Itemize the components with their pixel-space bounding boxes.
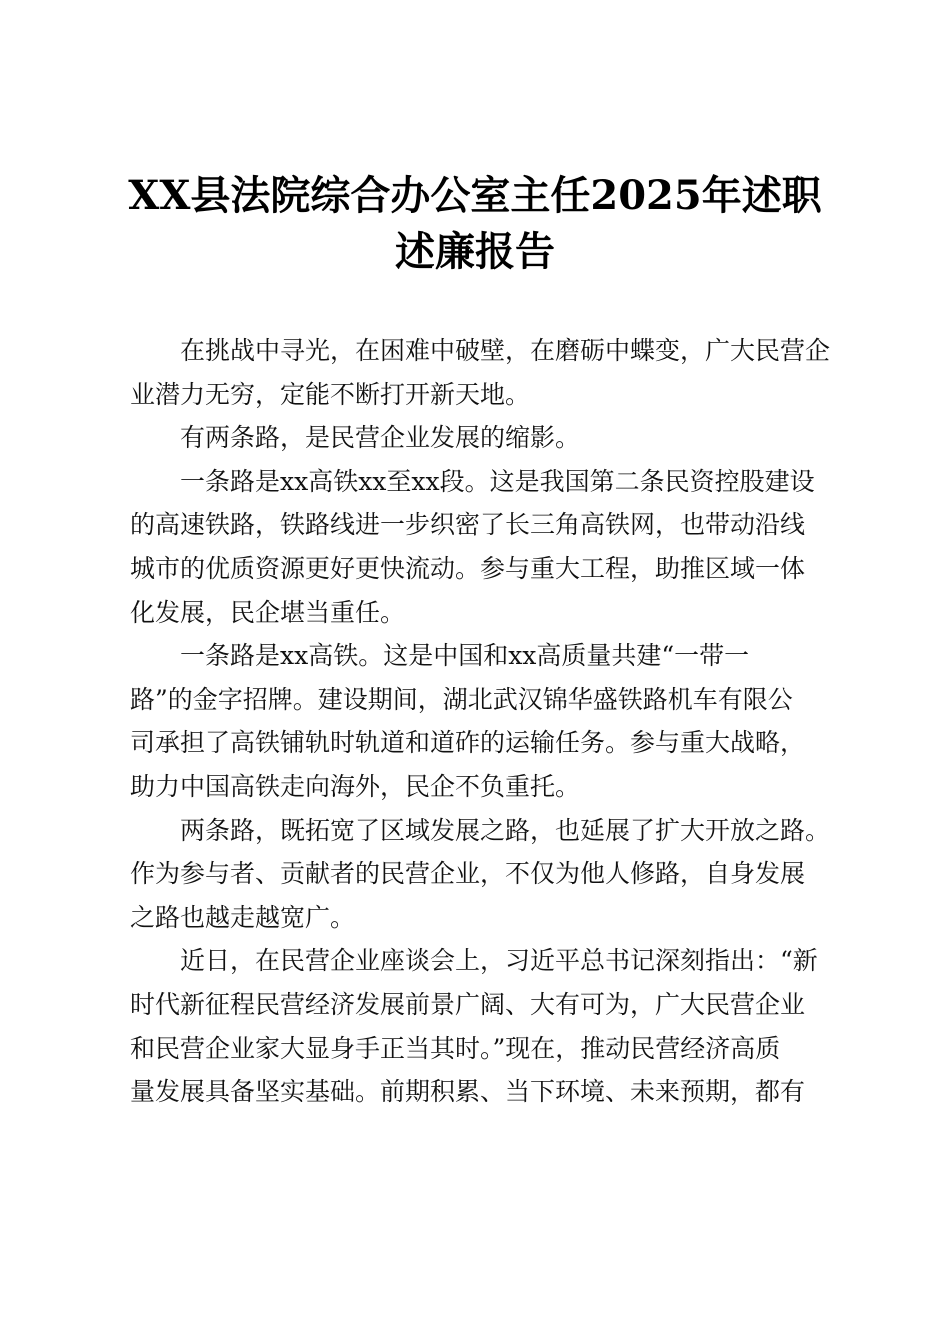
text-line: 路”的金字招牌。建设期间，湖北武汉锦华盛铁路机车有限公 bbox=[130, 684, 793, 714]
paragraph bbox=[130, 634, 830, 808]
title-line: 述廉报告 bbox=[395, 228, 555, 275]
text-line: 之路也越走越宽广。 bbox=[130, 902, 356, 932]
paragraph bbox=[130, 809, 830, 940]
text-line: 和民营企业家大显身手正当其时。”现在，推动民营经济高质 bbox=[130, 1033, 781, 1063]
text-line: 量发展具备坚实基础。前期积累、当下环境、未来预期，都有 bbox=[130, 1077, 806, 1107]
text-line: 时代新征程民营经济发展前景广阔、大有可为，广大民营企业 bbox=[130, 989, 806, 1019]
text-line: 一条路是xx高铁。这是中国和xx高质量共建“一带一 bbox=[180, 641, 750, 671]
text-line: 城市的优质资源更好更快流动。参与重大工程，助推区域一体 bbox=[130, 553, 806, 583]
text-line: 业潜力无穷，定能不断打开新天地。 bbox=[130, 379, 531, 409]
document-body bbox=[130, 329, 830, 1114]
text-line: 作为参与者、贡献者的民营企业，不仅为他人修路，自身发展 bbox=[130, 859, 806, 889]
paragraph bbox=[130, 939, 830, 1113]
text-line: 有两条路，是民营企业发展的缩影。 bbox=[180, 423, 581, 453]
document-title bbox=[110, 168, 840, 280]
text-line: 司承担了高铁铺轨时轨道和道砟的运输任务。参与重大战略， bbox=[130, 728, 806, 758]
paragraph bbox=[130, 460, 830, 634]
text-line: 一条路是xx高铁xx至xx段。这是我国第二条民资控股建设 bbox=[180, 466, 815, 496]
paragraph bbox=[130, 416, 830, 460]
text-line: 助力中国高铁走向海外，民企不负重托。 bbox=[130, 771, 581, 801]
text-line: 的高速铁路，铁路线进一步织密了长三角高铁网，也带动沿线 bbox=[130, 510, 806, 540]
text-line: 近日，在民营企业座谈会上，习近平总书记深刻指出：“新 bbox=[180, 946, 818, 976]
text-line: 两条路，既拓宽了区域发展之路，也延展了扩大开放之路。 bbox=[180, 815, 831, 845]
text-line: 在挑战中寻光，在困难中破壁，在磨砺中蝶变，广大民营企 bbox=[180, 336, 831, 365]
text-line: 化发展，民企堪当重任。 bbox=[130, 597, 406, 627]
title-line: XX县法院综合办公室主任2025年述职 bbox=[128, 172, 822, 219]
paragraph bbox=[130, 329, 830, 416]
